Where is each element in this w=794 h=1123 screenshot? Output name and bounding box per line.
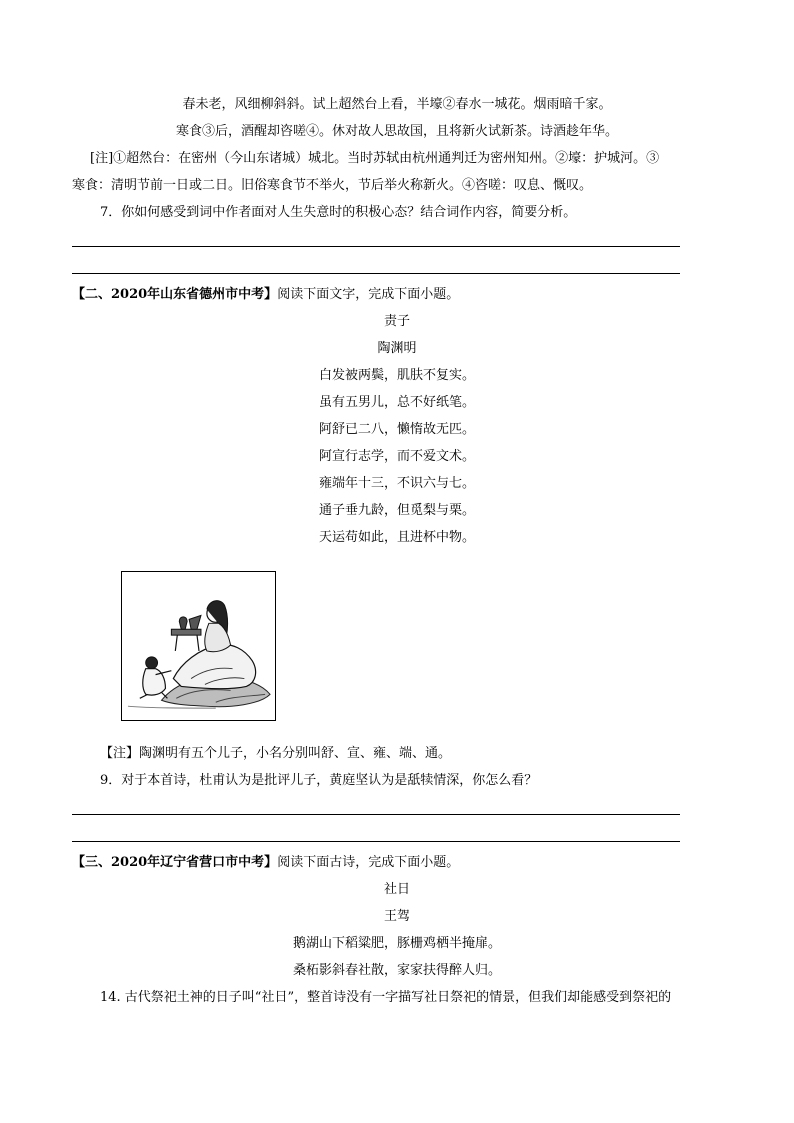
question-14: 14. 古代祭祀土神的日子叫“社日”，整首诗没有一字描写社日祭祀的情景，但我们却能感受到祭祀的	[100, 990, 672, 1005]
poem2-line: 雍端年十三，不识六与七。	[318, 476, 475, 491]
answer-line	[72, 246, 680, 247]
section3-heading	[72, 854, 459, 872]
answer-line	[72, 814, 680, 815]
poem2-note: 【注】陶渊明有五个儿子，小名分别叫舒、宣、雍、端、通。	[100, 746, 452, 761]
poem2-title: 责子	[383, 314, 410, 329]
poem3-author: 王驾	[383, 909, 410, 924]
poem1-line-1: 春未老，风细柳斜斜。试上超然台上看，半壕②春水一城花。烟雨暗千家。	[182, 97, 612, 112]
poem2-line: 通子垂九龄，但觅梨与栗。	[318, 503, 475, 518]
poem2-line: 天运苟如此，且进杯中物。	[318, 530, 475, 545]
poet-illustration	[121, 571, 276, 721]
section2-heading-instruction: 阅读下面文字，完成下面小题。	[277, 287, 460, 302]
poem2-line: 阿宣行志学，而不爱文术。	[318, 449, 475, 464]
poem3-line: 桑柘影斜春社散，家家扶得醉人归。	[292, 963, 501, 978]
question-7: 7．你如何感受到词中作者面对人生失意时的积极心态？结合词作内容，简要分析。	[100, 205, 577, 220]
answer-line	[72, 841, 680, 842]
poem3-line: 鹅湖山下稻粱肥，豚栅鸡栖半掩扉。	[292, 936, 501, 951]
poem1-note-a: [注]①超然台：在密州（今山东诸城）城北。当时苏轼由杭州通判迁为密州知州。②壕：护城河。③	[90, 151, 660, 166]
poem1-line-2: 寒食③后，酒醒却咨嗟④。休对故人思故国，且将新火试新茶。诗酒趁年华。	[175, 124, 618, 139]
section3-heading-source: 【三、2020年辽宁省营口市中考】	[72, 855, 278, 870]
poem2-line: 阿舒已二八，懒惰故无匹。	[318, 422, 475, 437]
section3-heading-instruction: 阅读下面古诗，完成下面小题。	[277, 855, 460, 870]
section2-heading	[72, 286, 459, 304]
poem2-line: 白发被两鬓，肌肤不复实。	[318, 368, 475, 383]
poem1-note-b: 寒食：清明节前一日或二日。旧俗寒食节不举火，节后举火称新火。④咨嗟：叹息、慨叹。	[72, 178, 593, 193]
poem3-title: 社日	[383, 882, 410, 897]
poem2-author: 陶渊明	[377, 341, 417, 356]
answer-line	[72, 273, 680, 274]
question-9: 9．对于本首诗，杜甫认为是批评儿子，黄庭坚认为是舐犊情深，你怎么看？	[100, 773, 538, 788]
section2-heading-source: 【二、2020年山东省德州市中考】	[72, 287, 278, 302]
poem2-line: 虽有五男儿，总不好纸笔。	[318, 395, 475, 410]
